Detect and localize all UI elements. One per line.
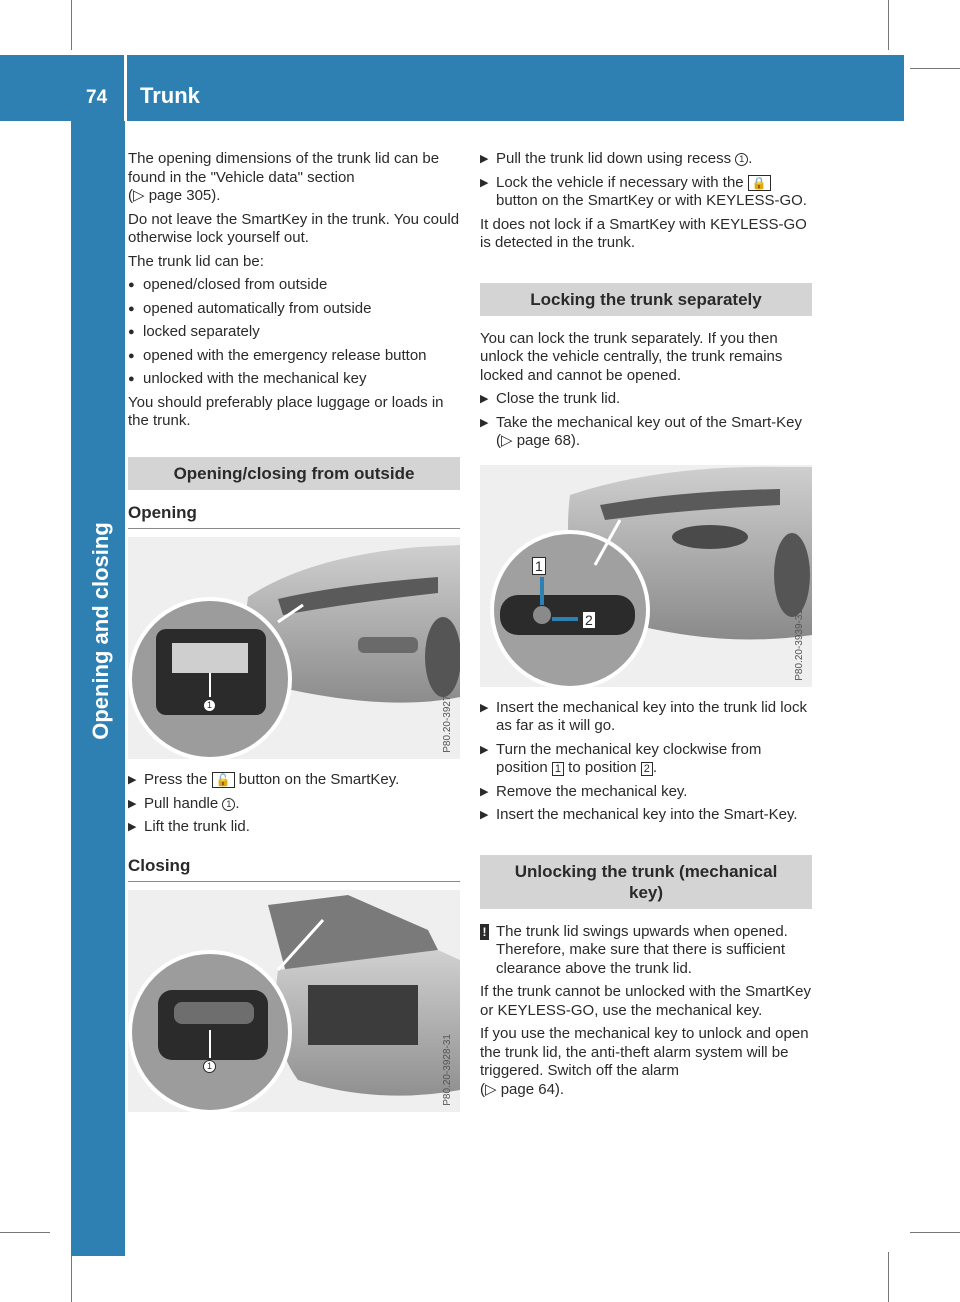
crop-mark [888, 1252, 889, 1302]
subheading-closing: Closing [128, 857, 460, 883]
section-heading: Opening/closing from outside [128, 457, 460, 490]
figure-code: P80.20-3927-31 [441, 681, 453, 753]
paragraph: Do not leave the SmartKey in the trunk. You could otherwise lock yourself out. [128, 210, 460, 246]
crop-mark [71, 1252, 72, 1302]
callout-2: 2 [582, 611, 596, 629]
callout-1: 1 [203, 699, 216, 712]
instruction-step: ▶ Turn the mechanical key clockwise from position 1 to position 2 . [480, 741, 812, 778]
instruction-step: ▶ Pull handle 1 . [128, 795, 460, 814]
instruction-step: ▶ Lock the vehicle if necessary with the 🔒 button on the SmartKey or with KEYLESS-GO. [480, 174, 812, 211]
section-heading: Unlocking the trunk (mechanical key) [480, 855, 812, 909]
paragraph: You should preferably place luggage or loads in the trunk. [128, 393, 444, 429]
paragraph: You can lock the trunk separately. If you then unlock the vehicle centrally, the trunk remains locked and cannot be opened. [480, 329, 783, 384]
page-reference-link[interactable]: (▷ page 68). [496, 432, 581, 449]
instruction-step: ▶ Remove the mechanical key. [480, 783, 812, 802]
page-header [0, 55, 904, 121]
car-trunk-lock-illustration [480, 465, 812, 687]
car-open-trunk-illustration [128, 890, 460, 1112]
crop-mark [910, 1232, 960, 1233]
list-item: ● unlocked with the mechanical key [128, 370, 460, 389]
paragraph: The opening dimensions of the trunk lid can be found in the "Vehicle data" section (▷ page 305). [128, 150, 440, 204]
paragraph: If the trunk cannot be unlocked with the SmartKey or KEYLESS-GO, use the mechanical key. [480, 983, 812, 1019]
instruction-step: ▶ Insert the mechanical key into the trunk lid lock as far as it will go. [480, 699, 812, 736]
position-1-ref: 1 [552, 762, 564, 776]
warning-note: ! The trunk lid swings upwards when opened. Therefore, make sure that there is sufficient clearance above the trunk lid. [480, 923, 812, 979]
header-separator [124, 55, 127, 121]
figure-code: P80.20-3928-31 [441, 1034, 453, 1106]
figure-trunk-closing [128, 890, 460, 1112]
instruction-step: ▶ Insert the mechanical key into the Smart-Key. [480, 806, 812, 825]
list-item: ● locked separately [128, 323, 460, 342]
chapter-title: Opening and closing [88, 522, 113, 740]
crop-mark [0, 1232, 50, 1233]
figure-code: P80.20-3939-31 [793, 608, 805, 681]
page-reference-link[interactable]: (▷ page 305). [128, 187, 221, 204]
chapter-tab [71, 121, 125, 1256]
position-2-ref: 2 [641, 762, 653, 776]
instruction-step: ▶ Lift the trunk lid. [128, 818, 460, 837]
figure-trunk-opening [128, 537, 460, 759]
lock-icon: 🔒 [748, 175, 771, 191]
list-item: ● opened with the emergency release button [128, 347, 460, 366]
left-column [128, 150, 460, 1124]
callout-ref: 1 [222, 798, 235, 811]
callout-1: 1 [203, 1060, 216, 1073]
crop-mark [888, 0, 889, 50]
crop-mark [910, 68, 960, 69]
list-item: ● opened automatically from outside [128, 300, 460, 319]
figure-trunk-lock [480, 465, 812, 687]
list-item: ● opened/closed from outside [128, 276, 460, 295]
page-number: 74 [86, 87, 108, 108]
subheading-opening: Opening [128, 504, 460, 530]
unlock-icon: 🔓 [212, 772, 235, 788]
callout-ref: 1 [735, 153, 748, 166]
warning-icon: ! [480, 924, 489, 940]
crop-mark [71, 0, 72, 50]
callout-1: 1 [532, 557, 546, 575]
page-reference-link[interactable]: (▷ page 64). [480, 1080, 565, 1098]
paragraph: It does not lock if a SmartKey with KEYLESS-GO is detected in the trunk. [480, 215, 807, 251]
right-column [480, 150, 812, 1104]
page-title: Trunk [140, 83, 200, 108]
paragraph: If you use the mechanical key to unlock and open the trunk lid, the anti-theft alarm system will be triggered. Switch off the alarm (▷ page 64). [480, 1025, 809, 1098]
instruction-step: ▶ Press the 🔓 button on the SmartKey. [128, 771, 460, 790]
instruction-step: ▶ Take the mechanical key out of the Smart-Key (▷ page 68). [480, 414, 812, 451]
instruction-step: ▶ Close the trunk lid. [480, 390, 812, 409]
instruction-step: ▶ Pull the trunk lid down using recess 1 . [480, 150, 812, 169]
paragraph: The trunk lid can be: [128, 252, 264, 270]
car-rear-illustration [128, 537, 460, 759]
section-heading: Locking the trunk separately [480, 283, 812, 316]
